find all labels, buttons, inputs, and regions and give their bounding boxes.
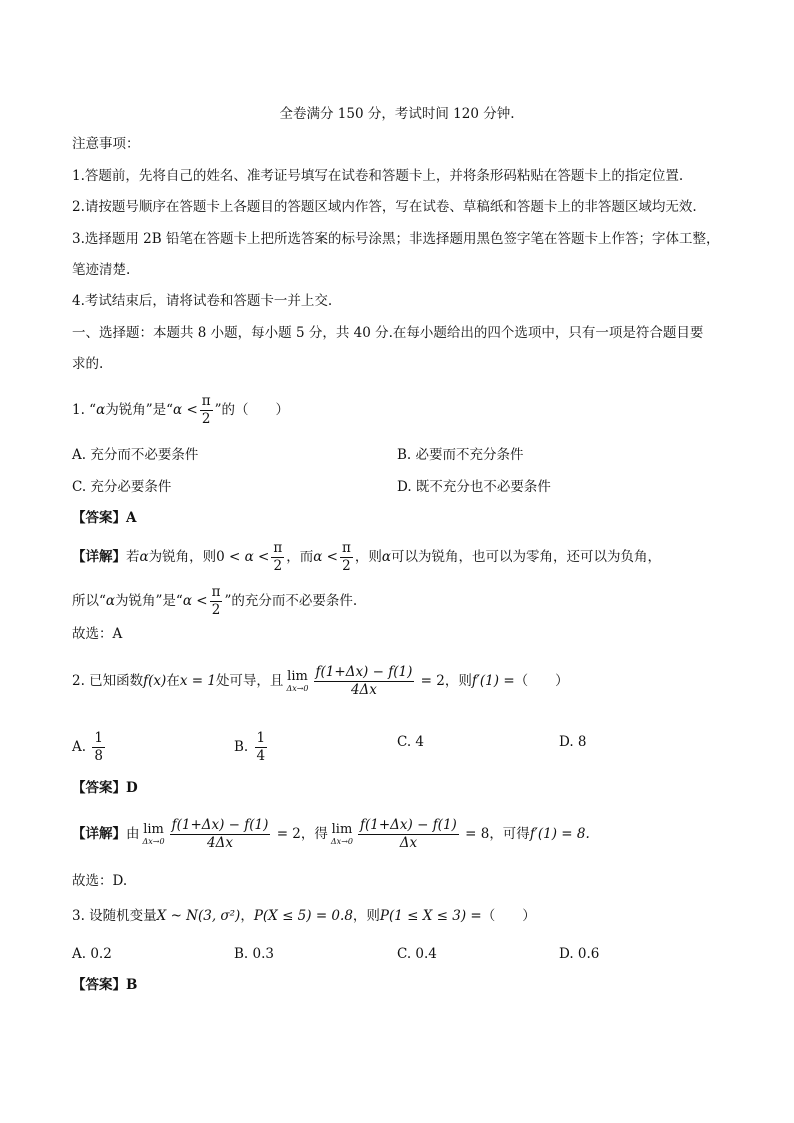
normal-dist: X ~ N(3, σ²): [156, 908, 241, 924]
q2-detail-text: ，可得: [489, 826, 530, 842]
notice-item-2: 2.请按题号顺序在答题卡上各题目的答题区域内作答，写在试卷、草稿纸和答题卡上的非答题区域均无效.: [72, 199, 697, 215]
section-heading-cont: 求的.: [72, 356, 104, 372]
eq-2: = 2: [276, 826, 301, 842]
pi-over-2: $\frac{\pi}{2}$: [341, 540, 351, 574]
notice-item-3: 3.选择题用 2B 铅笔在答题卡上把所选答案的标号涂黑；非选择题用黑色签字笔在答题卡上作答；字体工整，: [72, 231, 720, 247]
q2-text: ，则: [444, 673, 472, 689]
alpha-symbol: α: [139, 549, 149, 565]
q1-option-d: D. 既不充分也不必要条件: [397, 479, 551, 495]
q1-option-c: C. 充分必要条件: [72, 479, 172, 495]
fprime-eq-8: f′(1) = 8.: [529, 826, 590, 842]
q2-suffix: （ ）: [514, 673, 569, 689]
q2-option-a: A. $\frac{1}{8}$: [72, 730, 103, 764]
fx: f(x): [143, 673, 167, 689]
alpha-symbol: α: [105, 593, 116, 609]
q3-option-a: A. 0.2: [72, 946, 112, 962]
fprime-1: f′(1) =: [471, 673, 515, 689]
q2-text: 处可导，且: [215, 673, 284, 689]
alpha-symbol: α: [96, 402, 106, 418]
q3-suffix: （ ）: [481, 908, 536, 924]
q1-detail-text: 为锐角，则: [148, 549, 217, 565]
q1-choice: 故选：A: [72, 626, 123, 642]
eq-2: = 2: [420, 673, 445, 689]
q3-option-d: D. 0.6: [559, 946, 600, 962]
q2-detail-text: 由: [126, 826, 140, 842]
zero-lt-alpha: 0 < α <: [216, 549, 270, 565]
q1-detail-text: ，而: [286, 549, 314, 565]
q2-option-c: C. 4: [397, 734, 425, 750]
q1-detail-text: ”的充分而不必要条件.: [224, 593, 358, 609]
prob-2: P(1 ≤ X ≤ 3) =: [379, 908, 482, 924]
q2-option-b: B. $\frac{1}{4}$: [234, 730, 266, 764]
q3-text: ，则: [352, 908, 380, 924]
alpha-symbol: α: [182, 593, 192, 609]
q1-detail-text: ，则: [354, 549, 382, 565]
q1-prefix: 1. “: [72, 402, 97, 418]
lt-symbol: <: [186, 402, 198, 418]
detail-label: 【详解】: [72, 826, 126, 842]
q1-answer: 【答案】A: [72, 510, 137, 526]
alpha-symbol: α: [173, 402, 183, 418]
q2-detail: [72, 817, 590, 852]
q3-text: ，: [240, 908, 254, 924]
q2-prefix: 2. 已知函数: [72, 673, 144, 689]
q1-detail-cont: [72, 584, 357, 619]
question-2: [72, 664, 569, 699]
lt-symbol: <: [326, 549, 338, 565]
q1-option-b: B. 必要而不充分条件: [397, 447, 524, 463]
q1-detail-text: 所以“: [72, 593, 106, 609]
eq-8: = 8: [465, 826, 490, 842]
limit-operator: lim Δx→0: [286, 669, 309, 693]
question-3: [72, 906, 536, 926]
q1-option-a: A. 充分而不必要条件: [72, 447, 199, 463]
limit-operator: lim Δx→0: [330, 822, 353, 846]
notice-item-1: 1.答题前，先将自己的姓名、准考证号填写在试卷和答题卡上，并将条形码粘贴在答题卡上的指定位置.: [72, 168, 684, 184]
q2-option-d: D. 8: [559, 734, 587, 750]
q1-detail-text: 可以为锐角，也可以为零角，还可以为负角，: [390, 549, 661, 565]
detail-label: 【详解】: [72, 549, 126, 565]
section-heading: 一、选择题：本题共 8 小题，每小题 5 分，共 40 分.在每小题给出的四个选项中，只有一项是符合题目要: [72, 325, 704, 341]
limit-fraction: $\frac{f(1+\Delta x) - f(1)}{\Delta x}$: [360, 817, 457, 851]
notice-item-4: 4.考试结束后，请将试卷和答题卡一并上交.: [72, 293, 333, 309]
lt-symbol: <: [196, 593, 208, 609]
exam-info: 全卷满分 150 分，考试时间 120 分钟.: [279, 106, 515, 122]
q1-detail-text: 若: [126, 549, 140, 565]
q3-option-b: B. 0.3: [234, 946, 274, 962]
q2-answer: 【答案】D: [72, 780, 138, 796]
alpha-symbol: α: [381, 549, 391, 565]
q1-detail: [72, 540, 661, 575]
q2-detail-text: ，得: [300, 826, 328, 842]
limit-fraction: $\frac{f(1+\Delta x) - f(1)}{4\Delta x}$: [171, 817, 269, 851]
prob-1: P(X ≤ 5) = 0.8: [253, 908, 353, 924]
pi-over-2: $\frac{\pi}{2}$: [211, 584, 221, 618]
q3-prefix: 3. 设随机变量: [72, 908, 157, 924]
pi-over-2: $\frac{\pi}{2}$: [273, 540, 283, 574]
q3-answer: 【答案】B: [72, 977, 138, 993]
q3-option-c: C. 0.4: [397, 946, 437, 962]
notice-item-3-cont: 笔迹清楚.: [72, 262, 131, 278]
alpha-symbol: α: [313, 549, 323, 565]
question-1: [72, 393, 289, 428]
pi-over-2: $\frac{\pi}{2}$: [201, 393, 211, 427]
frac-1-8: $\frac{1}{8}$: [94, 730, 103, 764]
limit-operator: lim Δx→0: [142, 822, 165, 846]
q1-detail-text: 为锐角”是“: [115, 593, 183, 609]
x-eq-1: x = 1: [179, 673, 216, 689]
limit-fraction: $\frac{f(1+\Delta x) - f(1)}{4\Delta x}$: [315, 664, 413, 698]
q2-text: 在: [166, 673, 180, 689]
q1-mid: 为锐角”是“: [105, 402, 174, 418]
q2-choice: 故选：D.: [72, 873, 128, 889]
q1-suffix: ”的（ ）: [214, 402, 290, 418]
notice-title: 注意事项：: [72, 136, 140, 152]
frac-1-4: $\frac{1}{4}$: [256, 730, 266, 764]
